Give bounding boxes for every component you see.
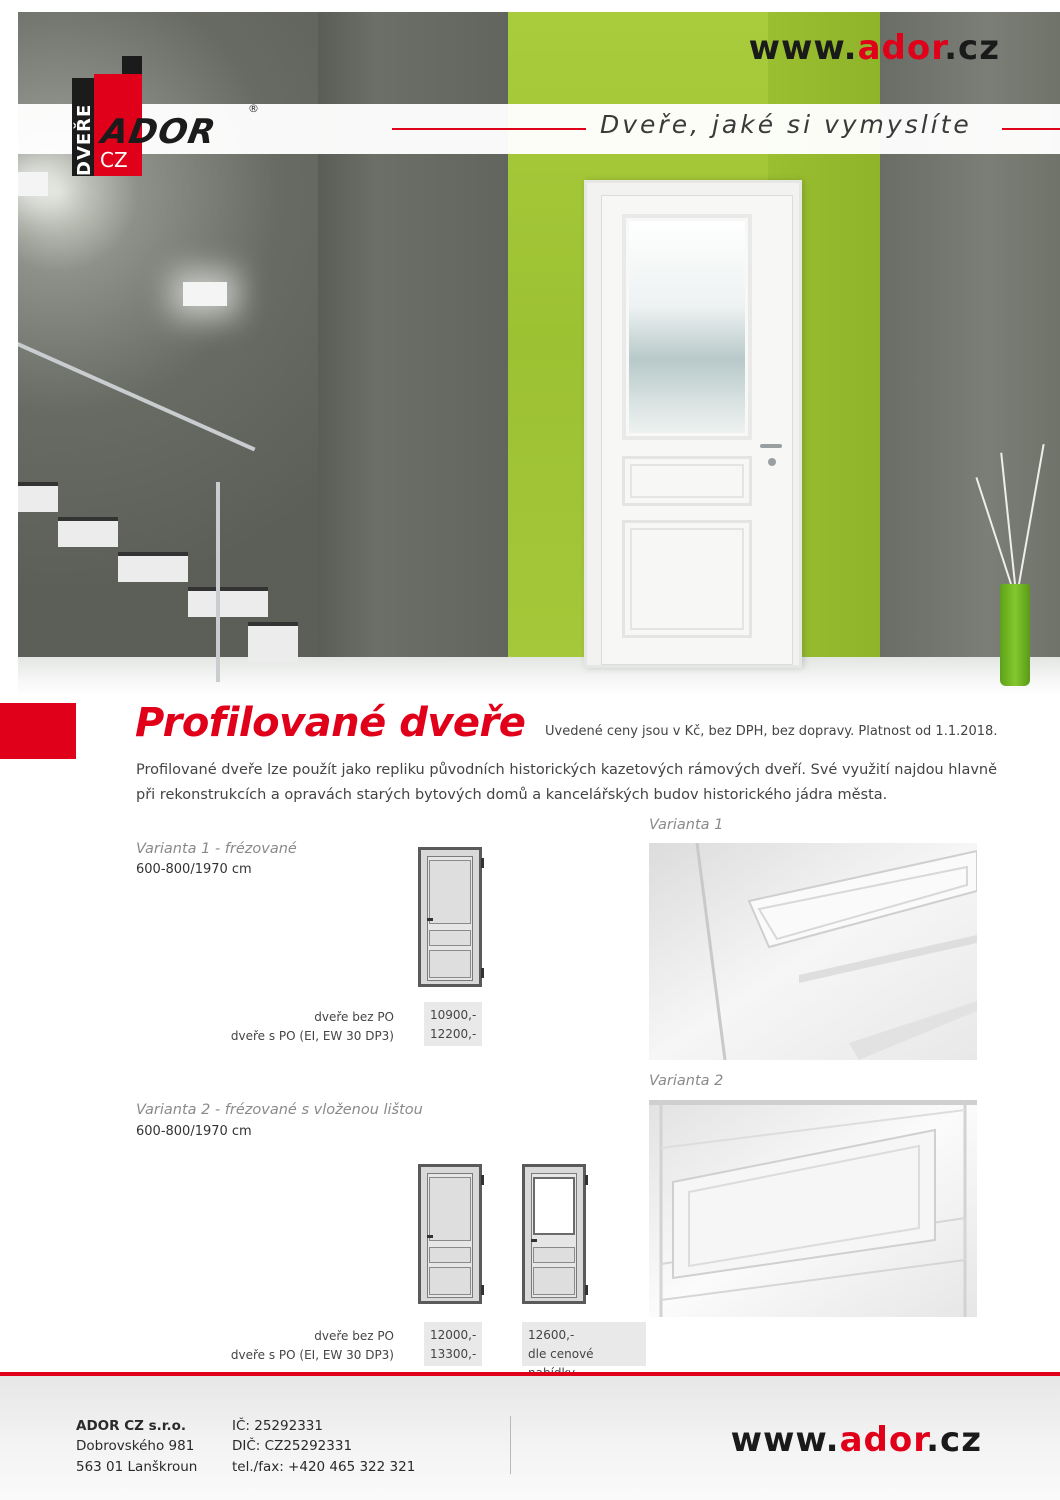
- price-without-po: 12000,-: [430, 1328, 477, 1342]
- header-website-link[interactable]: [700, 28, 1000, 68]
- door-handle-icon: [760, 444, 782, 448]
- tagline: Dveře, jaké si vymyslíte: [600, 110, 972, 139]
- ador-logo: [72, 56, 272, 176]
- door-panel: [429, 860, 471, 924]
- variant2-door-drawing: [418, 1164, 482, 1304]
- url-suffix: .cz: [944, 28, 1000, 68]
- decor-red-line: [1002, 128, 1060, 130]
- label-with-po: dveře s PO (EI, EW 30 DP3): [230, 1029, 394, 1044]
- stair-step: [188, 587, 268, 617]
- variant2-size: 600-800/1970 cm: [136, 1124, 252, 1139]
- door-handle-icon: [531, 1239, 537, 1242]
- hinge-icon: [481, 858, 484, 868]
- variant1-photo-caption: Varianta 1: [649, 817, 724, 833]
- door-handle-icon: [427, 918, 433, 921]
- hero-door-panel: [622, 456, 752, 506]
- door-lock-icon: [768, 458, 776, 466]
- company-name: ADOR CZ s.r.o.: [76, 1418, 187, 1434]
- door-glass: [533, 1177, 575, 1235]
- variant1-photo: [649, 843, 977, 1060]
- variant1-title: Varianta 1 - frézované: [136, 841, 297, 857]
- url-prefix: www.: [748, 28, 858, 68]
- page-title: Profilované dveře: [135, 700, 526, 746]
- footer-address: [76, 1416, 197, 1477]
- hero-stairs: [18, 472, 298, 682]
- decor-red-line: [392, 128, 586, 130]
- company-phone: tel./fax: +420 465 322 321: [232, 1458, 416, 1475]
- stair-step: [118, 552, 188, 582]
- company-city: 563 01 Lanškroun: [76, 1458, 198, 1475]
- company-dic: DIČ: CZ25292331: [232, 1438, 353, 1455]
- variant1-panel-detail: [649, 843, 977, 1060]
- hero-door-glass: [622, 214, 752, 440]
- stair-step: [58, 517, 118, 547]
- hero-door-panel: [622, 520, 752, 638]
- label-without-po: dveře bez PO: [314, 1329, 394, 1343]
- hinge-icon: [481, 968, 484, 978]
- door-panel: [429, 1177, 471, 1241]
- logo-vertical-text: DVEŘE: [74, 103, 95, 176]
- variant1-price-labels: [200, 1008, 394, 1046]
- wall-lamp: [183, 282, 227, 306]
- company-ic: IČ: 25292331: [232, 1418, 323, 1434]
- wall-lamp: [18, 172, 48, 196]
- glass-door-price: 12600,-: [528, 1328, 575, 1342]
- hinge-icon: [481, 1285, 484, 1295]
- variant2-glass-door-drawing: [522, 1164, 586, 1304]
- price-with-po: 13300,-: [430, 1347, 477, 1362]
- url-brand: ador: [839, 1420, 927, 1460]
- price-without-po: 10900,-: [430, 1008, 477, 1022]
- logo-shape: [122, 56, 142, 74]
- price-note: Uvedené ceny jsou v Kč, bez DPH, bez dopravy. Platnost od 1.1.2018.: [545, 724, 998, 739]
- registered-mark: ®: [248, 102, 259, 115]
- footer-red-line: [0, 1372, 1060, 1376]
- label-with-po: dveře s PO (EI, EW 30 DP3): [230, 1348, 394, 1363]
- door-panel: [429, 950, 471, 978]
- hero-door-leaf: [601, 195, 793, 665]
- variant2-panel-detail: [649, 1100, 977, 1317]
- footer-ids: [232, 1416, 415, 1477]
- hero-door: [584, 180, 802, 668]
- variant2-glass-price-box: [522, 1322, 646, 1366]
- hinge-icon: [585, 1175, 588, 1185]
- variant1-door-drawing: [418, 847, 482, 987]
- variant2-photo-caption: Varianta 2: [649, 1073, 724, 1089]
- hinge-icon: [585, 1285, 588, 1295]
- logo-country-text: CZ: [100, 148, 128, 172]
- stair-step: [18, 482, 58, 512]
- green-vase: [1000, 584, 1030, 686]
- door-panel: [429, 1247, 471, 1263]
- glass-door-note: dle cenové: [528, 1347, 594, 1362]
- label-without-po: dveře bez PO: [314, 1010, 394, 1024]
- variant2-photo: [649, 1100, 977, 1317]
- intro-text: Profilované dveře lze použít jako repliku původních historických kazetových rámových dveří. Své využití najdou hlavně při rekonstrukcích a opravách starých bytových domů a kancelářských budov historického jádra města.: [136, 762, 998, 804]
- url-brand: ador: [857, 28, 945, 68]
- url-prefix: www.: [730, 1420, 840, 1460]
- stair-step: [248, 622, 298, 662]
- door-panel: [533, 1267, 575, 1295]
- variant1-price-box: [424, 1002, 482, 1046]
- door-panel: [429, 930, 471, 946]
- section-marker: [0, 703, 76, 759]
- price-with-po: 12200,-: [430, 1027, 477, 1042]
- door-handle-icon: [427, 1235, 433, 1238]
- footer-website-link[interactable]: [700, 1420, 982, 1460]
- logo-brand-text: ADOR: [98, 112, 220, 152]
- door-panel: [533, 1247, 575, 1263]
- variant2-price-box: [424, 1322, 482, 1366]
- railing-post: [216, 482, 220, 682]
- company-street: Dobrovského 981: [76, 1438, 195, 1455]
- url-suffix: .cz: [926, 1420, 982, 1460]
- variant1-size: 600-800/1970 cm: [136, 862, 252, 877]
- variant2-price-labels: [200, 1327, 394, 1365]
- door-panel: [429, 1267, 471, 1295]
- hinge-icon: [481, 1175, 484, 1185]
- footer-divider: [510, 1416, 511, 1474]
- variant2-title: Varianta 2 - frézované s vloženou lištou: [136, 1102, 423, 1118]
